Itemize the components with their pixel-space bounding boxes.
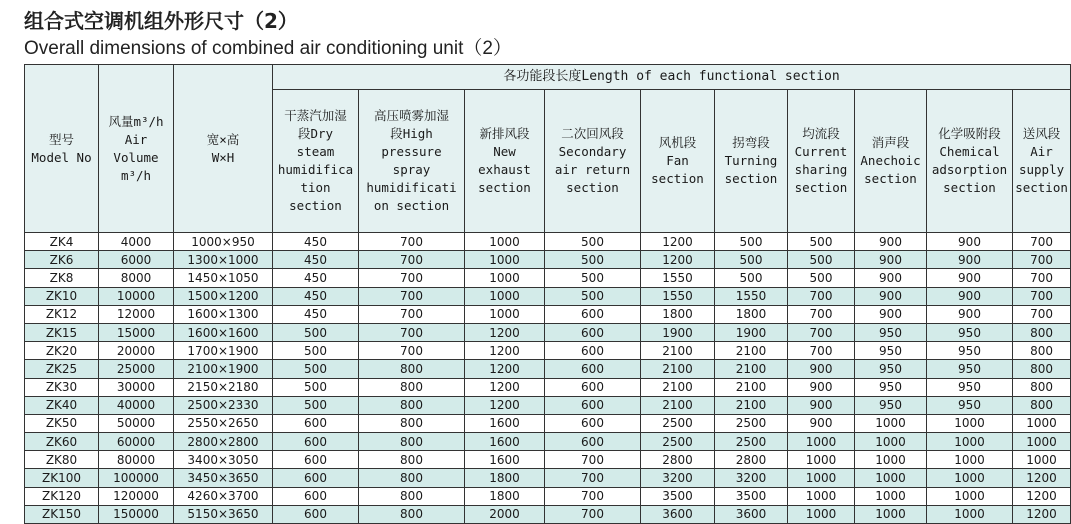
section-length-cell: 1900 — [641, 323, 715, 341]
section-length-cell: 1200 — [1013, 469, 1071, 487]
section-length-cell: 800 — [1013, 396, 1071, 414]
width-height-cell: 1300×1000 — [174, 251, 273, 269]
section-length-cell: 700 — [788, 342, 855, 360]
section-length-cell: 1000 — [788, 433, 855, 451]
section-length-cell: 1000 — [788, 505, 855, 523]
width-height-cell: 2500×2330 — [174, 396, 273, 414]
section-length-cell: 950 — [927, 378, 1013, 396]
section-length-cell: 1000 — [1013, 414, 1071, 432]
section-length-cell: 700 — [788, 305, 855, 323]
section-length-cell: 800 — [1013, 378, 1071, 396]
section-length-cell: 950 — [927, 323, 1013, 341]
section-length-cell: 2100 — [641, 360, 715, 378]
section-length-cell: 1550 — [715, 287, 788, 305]
air-volume-cell: 12000 — [99, 305, 174, 323]
air-volume-cell: 10000 — [99, 287, 174, 305]
section-length-cell: 900 — [788, 378, 855, 396]
section-length-cell: 500 — [273, 323, 359, 341]
section-length-cell: 1000 — [927, 414, 1013, 432]
model-cell: ZK25 — [25, 360, 99, 378]
section-length-cell: 2800 — [715, 451, 788, 469]
section-length-cell: 900 — [788, 396, 855, 414]
section-length-cell: 800 — [359, 378, 465, 396]
section-length-cell: 450 — [273, 305, 359, 323]
air-volume-cell: 6000 — [99, 251, 174, 269]
section-length-cell: 500 — [545, 251, 641, 269]
section-length-cell: 500 — [273, 360, 359, 378]
section-length-cell: 600 — [273, 451, 359, 469]
section-length-cell: 2500 — [641, 414, 715, 432]
section-length-cell: 900 — [855, 305, 927, 323]
section-length-cell: 1000 — [927, 487, 1013, 505]
air-volume-cell: 40000 — [99, 396, 174, 414]
section-length-cell: 900 — [927, 233, 1013, 251]
air-volume-cell: 8000 — [99, 269, 174, 287]
header-air-volume: 风量m³/h Air Volume m³/h — [99, 65, 174, 233]
model-cell: ZK150 — [25, 505, 99, 523]
section-length-cell: 600 — [545, 414, 641, 432]
model-cell: ZK120 — [25, 487, 99, 505]
section-length-cell: 600 — [273, 414, 359, 432]
section-length-cell: 2800 — [641, 451, 715, 469]
section-length-cell: 1800 — [465, 469, 545, 487]
section-length-cell: 800 — [1013, 342, 1071, 360]
section-length-cell: 950 — [855, 342, 927, 360]
section-length-cell: 800 — [359, 451, 465, 469]
header-anechoic-section: 消声段 Anechoic section — [855, 90, 927, 233]
width-height-cell: 5150×3650 — [174, 505, 273, 523]
header-secondary-air-return-section: 二次回风段 Secondary air return section — [545, 90, 641, 233]
table-row — [25, 342, 1071, 360]
section-length-cell: 900 — [788, 414, 855, 432]
section-length-cell: 700 — [545, 487, 641, 505]
section-length-cell: 800 — [359, 487, 465, 505]
width-height-cell: 2550×2650 — [174, 414, 273, 432]
section-length-cell: 1000 — [855, 451, 927, 469]
section-length-cell: 1550 — [641, 287, 715, 305]
section-length-cell: 1800 — [465, 487, 545, 505]
section-length-cell: 1800 — [641, 305, 715, 323]
section-length-cell: 500 — [545, 233, 641, 251]
section-length-cell: 1550 — [641, 269, 715, 287]
section-length-cell: 1000 — [788, 487, 855, 505]
section-length-cell: 800 — [1013, 323, 1071, 341]
section-length-cell: 500 — [715, 251, 788, 269]
section-length-cell: 1000 — [855, 487, 927, 505]
section-length-cell: 800 — [359, 469, 465, 487]
model-cell: ZK80 — [25, 451, 99, 469]
section-length-cell: 950 — [855, 396, 927, 414]
table-row — [25, 451, 1071, 469]
section-length-cell: 3600 — [715, 505, 788, 523]
section-length-cell: 1000 — [927, 469, 1013, 487]
section-length-cell: 600 — [545, 305, 641, 323]
table-row — [25, 469, 1071, 487]
table-row — [25, 360, 1071, 378]
title-chinese: 组合式空调机组外形尺寸（2） — [24, 9, 298, 33]
section-length-cell: 1200 — [465, 342, 545, 360]
header-air-supply-section: 送风段 Air supply section — [1013, 90, 1071, 233]
section-length-cell: 3500 — [715, 487, 788, 505]
section-length-cell: 950 — [927, 396, 1013, 414]
header-width-height: 宽×高 W×H — [174, 65, 273, 233]
section-length-cell: 450 — [273, 251, 359, 269]
section-length-cell: 1000 — [927, 451, 1013, 469]
section-length-cell: 900 — [855, 251, 927, 269]
width-height-cell: 3450×3650 — [174, 469, 273, 487]
model-cell: ZK10 — [25, 287, 99, 305]
model-cell: ZK12 — [25, 305, 99, 323]
section-length-cell: 3600 — [641, 505, 715, 523]
section-length-cell: 2100 — [715, 396, 788, 414]
table-row — [25, 396, 1071, 414]
table-row — [25, 287, 1071, 305]
air-volume-cell: 30000 — [99, 378, 174, 396]
section-length-cell: 950 — [855, 360, 927, 378]
section-length-cell: 3200 — [715, 469, 788, 487]
table-row — [25, 251, 1071, 269]
section-length-cell: 700 — [1013, 305, 1071, 323]
section-length-cell: 900 — [927, 269, 1013, 287]
section-length-cell: 1000 — [1013, 451, 1071, 469]
air-volume-cell: 50000 — [99, 414, 174, 432]
section-length-cell: 500 — [715, 233, 788, 251]
section-length-cell: 500 — [273, 342, 359, 360]
section-length-cell: 1000 — [465, 269, 545, 287]
dimensions-table — [24, 64, 1071, 524]
section-length-cell: 1600 — [465, 433, 545, 451]
table-row — [25, 323, 1071, 341]
header-fan-section: 风机段 Fan section — [641, 90, 715, 233]
section-length-cell: 1000 — [788, 469, 855, 487]
air-volume-cell: 4000 — [99, 233, 174, 251]
section-length-cell: 1000 — [788, 451, 855, 469]
section-length-cell: 1200 — [465, 378, 545, 396]
section-length-cell: 450 — [273, 233, 359, 251]
section-length-cell: 700 — [359, 269, 465, 287]
section-length-cell: 1000 — [855, 505, 927, 523]
model-cell: ZK40 — [25, 396, 99, 414]
section-length-cell: 1200 — [465, 323, 545, 341]
section-length-cell: 800 — [359, 433, 465, 451]
section-length-cell: 600 — [273, 433, 359, 451]
width-height-cell: 2150×2180 — [174, 378, 273, 396]
section-length-cell: 1000 — [855, 469, 927, 487]
section-length-cell: 1600 — [465, 414, 545, 432]
title-english: Overall dimensions of combined air conditioning unit（2） — [24, 38, 512, 59]
table-row — [25, 414, 1071, 432]
section-length-cell: 700 — [359, 287, 465, 305]
section-length-cell: 2500 — [641, 433, 715, 451]
section-length-cell: 700 — [545, 469, 641, 487]
section-length-cell: 2100 — [715, 360, 788, 378]
section-length-cell: 900 — [855, 287, 927, 305]
header-model: 型号 Model No — [25, 65, 99, 233]
section-length-cell: 500 — [788, 251, 855, 269]
section-length-cell: 900 — [788, 360, 855, 378]
width-height-cell: 1000×950 — [174, 233, 273, 251]
table-row — [25, 433, 1071, 451]
width-height-cell: 3400×3050 — [174, 451, 273, 469]
section-length-cell: 450 — [273, 269, 359, 287]
section-length-cell: 1200 — [1013, 505, 1071, 523]
air-volume-cell: 25000 — [99, 360, 174, 378]
section-length-cell: 700 — [359, 233, 465, 251]
section-length-cell: 1000 — [465, 251, 545, 269]
header-turning-section: 拐弯段 Turning section — [715, 90, 788, 233]
air-volume-cell: 80000 — [99, 451, 174, 469]
section-length-cell: 500 — [273, 396, 359, 414]
section-length-cell: 700 — [359, 305, 465, 323]
width-height-cell: 1600×1300 — [174, 305, 273, 323]
air-volume-cell: 100000 — [99, 469, 174, 487]
section-length-cell: 1000 — [855, 414, 927, 432]
section-length-cell: 1200 — [465, 396, 545, 414]
header-chemical-adsorption-section: 化学吸附段 Chemical adsorption section — [927, 90, 1013, 233]
section-length-cell: 2100 — [641, 378, 715, 396]
header-dry-steam-humidification-section: 干蒸汽加湿 段Dry steam humidifica tion section — [273, 90, 359, 233]
section-length-cell: 800 — [359, 505, 465, 523]
width-height-cell: 2100×1900 — [174, 360, 273, 378]
section-length-cell: 450 — [273, 287, 359, 305]
section-length-cell: 950 — [927, 342, 1013, 360]
air-volume-cell: 15000 — [99, 323, 174, 341]
table-row — [25, 269, 1071, 287]
section-length-cell: 700 — [359, 323, 465, 341]
section-length-cell: 600 — [545, 378, 641, 396]
section-length-cell: 500 — [788, 233, 855, 251]
width-height-cell: 1600×1600 — [174, 323, 273, 341]
model-cell: ZK100 — [25, 469, 99, 487]
section-length-cell: 1200 — [1013, 487, 1071, 505]
width-height-cell: 4260×3700 — [174, 487, 273, 505]
section-length-cell: 950 — [927, 360, 1013, 378]
section-length-cell: 600 — [545, 360, 641, 378]
section-length-cell: 800 — [359, 396, 465, 414]
section-length-cell: 2100 — [641, 396, 715, 414]
model-cell: ZK4 — [25, 233, 99, 251]
section-length-cell: 1000 — [465, 287, 545, 305]
section-length-cell: 2000 — [465, 505, 545, 523]
section-length-cell: 800 — [359, 414, 465, 432]
section-length-cell: 3200 — [641, 469, 715, 487]
section-length-cell: 2100 — [641, 342, 715, 360]
model-cell: ZK60 — [25, 433, 99, 451]
section-length-cell: 1900 — [715, 323, 788, 341]
section-length-cell: 1000 — [1013, 433, 1071, 451]
section-length-cell: 600 — [545, 342, 641, 360]
section-length-cell: 2500 — [715, 414, 788, 432]
model-cell: ZK6 — [25, 251, 99, 269]
section-length-cell: 1000 — [927, 433, 1013, 451]
section-length-cell: 500 — [715, 269, 788, 287]
section-length-cell: 500 — [545, 269, 641, 287]
section-length-cell: 700 — [1013, 251, 1071, 269]
section-length-cell: 1200 — [465, 360, 545, 378]
section-length-cell: 1000 — [465, 305, 545, 323]
air-volume-cell: 150000 — [99, 505, 174, 523]
section-length-cell: 500 — [788, 269, 855, 287]
section-length-cell: 600 — [545, 396, 641, 414]
width-height-cell: 1700×1900 — [174, 342, 273, 360]
table-row — [25, 505, 1071, 523]
section-length-cell: 700 — [359, 251, 465, 269]
section-length-cell: 2500 — [715, 433, 788, 451]
section-length-cell: 2100 — [715, 378, 788, 396]
table-row — [25, 487, 1071, 505]
table-row — [25, 305, 1071, 323]
model-cell: ZK30 — [25, 378, 99, 396]
header-new-exhaust-section: 新排风段 New exhaust section — [465, 90, 545, 233]
width-height-cell: 2800×2800 — [174, 433, 273, 451]
table-row — [25, 378, 1071, 396]
section-length-cell: 900 — [855, 269, 927, 287]
section-length-cell: 950 — [855, 323, 927, 341]
section-length-cell: 700 — [1013, 233, 1071, 251]
section-length-cell: 700 — [1013, 269, 1071, 287]
section-length-cell: 900 — [927, 287, 1013, 305]
section-length-cell: 900 — [927, 251, 1013, 269]
model-cell: ZK8 — [25, 269, 99, 287]
section-length-cell: 1000 — [855, 433, 927, 451]
section-length-cell: 800 — [359, 360, 465, 378]
air-volume-cell: 20000 — [99, 342, 174, 360]
model-cell: ZK15 — [25, 323, 99, 341]
model-cell: ZK50 — [25, 414, 99, 432]
section-length-cell: 600 — [273, 505, 359, 523]
section-length-cell: 600 — [273, 469, 359, 487]
air-volume-cell: 60000 — [99, 433, 174, 451]
section-length-cell: 900 — [855, 233, 927, 251]
section-length-cell: 1600 — [465, 451, 545, 469]
section-length-cell: 700 — [1013, 287, 1071, 305]
width-height-cell: 1450×1050 — [174, 269, 273, 287]
section-length-cell: 600 — [545, 433, 641, 451]
section-length-cell: 1000 — [927, 505, 1013, 523]
section-length-cell: 900 — [927, 305, 1013, 323]
header-current-sharing-section: 均流段 Current sharing section — [788, 90, 855, 233]
section-length-cell: 700 — [359, 342, 465, 360]
section-length-cell: 700 — [788, 287, 855, 305]
model-cell: ZK20 — [25, 342, 99, 360]
section-length-cell: 700 — [788, 323, 855, 341]
section-length-cell: 500 — [273, 378, 359, 396]
section-length-cell: 700 — [545, 451, 641, 469]
section-length-cell: 1200 — [641, 233, 715, 251]
table-row — [25, 233, 1071, 251]
section-length-cell: 3500 — [641, 487, 715, 505]
section-length-cell: 2100 — [715, 342, 788, 360]
header-high-pressure-spray-humidification-section: 高压喷雾加湿 段High pressure spray humidificati on section — [359, 90, 465, 233]
section-length-cell: 1200 — [641, 251, 715, 269]
section-length-cell: 700 — [545, 505, 641, 523]
section-length-cell: 600 — [273, 487, 359, 505]
header-functional-sections-group: 各功能段长度Length of each functional section — [273, 65, 1071, 90]
section-length-cell: 500 — [545, 287, 641, 305]
section-length-cell: 600 — [545, 323, 641, 341]
section-length-cell: 1000 — [465, 233, 545, 251]
section-length-cell: 1800 — [715, 305, 788, 323]
section-length-cell: 950 — [855, 378, 927, 396]
section-length-cell: 800 — [1013, 360, 1071, 378]
air-volume-cell: 120000 — [99, 487, 174, 505]
width-height-cell: 1500×1200 — [174, 287, 273, 305]
